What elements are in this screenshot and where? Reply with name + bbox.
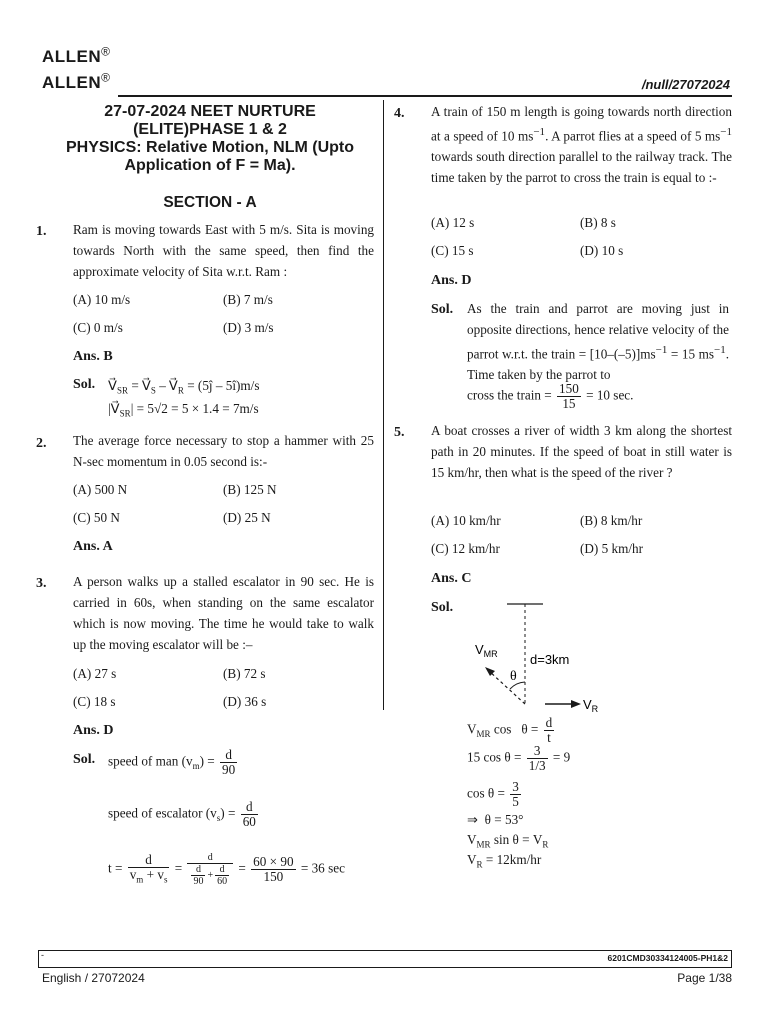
- header-reference: /null/27072024: [641, 77, 730, 92]
- page-title: 27-07-2024 NEET NURTURE (ELITE)PHASE 1 & 2 PHYSICS: Relative Motion, NLM (Upto Application of F = Ma).: [66, 103, 354, 174]
- option-d: (D) 3 m/s: [223, 320, 274, 335]
- solution-equation: $V_R = 12km/hr$: [467, 852, 542, 870]
- solution-label: Sol.: [431, 302, 454, 317]
- answer: Ans. C: [431, 571, 472, 586]
- option-a: (A) 10 m/s: [73, 292, 131, 307]
- solution-equation: speed of escalator $(v_s)$ = $\frac{d}{60}$: [108, 799, 256, 829]
- answer: Ans. B: [73, 349, 113, 364]
- river-crossing-diagram: [455, 596, 615, 718]
- option-c: (C) 15 s: [431, 243, 474, 258]
- vr-arrow-head: [571, 700, 581, 708]
- footer-dash: -: [41, 950, 44, 960]
- page-number: Page 1/38: [677, 971, 732, 985]
- question-number: 1.: [36, 224, 47, 239]
- column-divider: [383, 100, 384, 710]
- question-number: 3.: [36, 576, 47, 591]
- question-text: A person walks up a stalled escalator in 90 sec. He is carried in 60s, when standing on the same escalator which is now moving. The time he would take to walk up the moving escalator will be :–: [73, 574, 374, 652]
- option-b: (B) 8 s: [580, 215, 616, 230]
- vmr-label: $V_{MR}$: [475, 642, 498, 659]
- solution-equation: $V_{MR}$ $\sin \theta = V_R$: [467, 832, 549, 850]
- solution-label: Sol.: [73, 377, 96, 392]
- footer-code: 6201CMD30334124005-PH1&2: [607, 953, 728, 963]
- option-b: (B) 7 m/s: [223, 292, 273, 307]
- answer: Ans. D: [73, 723, 114, 738]
- question-text: A train of 150 m length is going towards north direction at a speed of 10 $ms^{-1}$. A parrot flies at a speed of 5 $ms^{-1}$ towards south direction parallel to the railway track. The time taken by the parrot to cross the train is equal to :-: [431, 104, 732, 186]
- option-d: (D) 5 km/hr: [580, 541, 643, 556]
- option-d: (D) 25 N: [223, 510, 271, 525]
- option-c: (C) 18 s: [73, 694, 116, 709]
- option-b: (B) 125 N: [223, 482, 277, 497]
- solution-equation: t = $\frac{d}{v_m + v_s}$ = d $\frac{d}{90}$ + $\frac{d}{60}$ = $\frac{60 \times 90}{150}$ = 36 sec: [108, 851, 345, 887]
- solution-equation: speed of man $(v_m)$ = $\frac{d}{90}$: [108, 747, 236, 777]
- width-label: d=3km: [530, 652, 570, 667]
- option-a: (A) 27 s: [73, 666, 117, 681]
- section-heading: SECTION - A: [163, 194, 257, 211]
- option-d: (D) 36 s: [223, 694, 267, 709]
- question-number: 4.: [394, 106, 405, 121]
- solution-label: Sol.: [431, 600, 454, 615]
- option-d: (D) 10 s: [580, 243, 624, 258]
- solution-equation: $|V⃗_{SR}| = 5√2 = 5 \times 1.4 = 7m/s$: [108, 401, 259, 419]
- answer: Ans. A: [73, 539, 113, 554]
- question-text: Ram is moving towards East with 5 m/s. Sita is moving towards North with the same speed, then find the approximate velocity of Sita w.r.t. Ram :: [73, 222, 374, 279]
- solution-text: As the train and parrot are moving just in opposite directions, hence relative velocity of the parrot w.r.t. the train = $[10-(-5)]ms^{-1} = 15$ $ms^{-1}$. Time taken by the parrot to: [467, 301, 730, 383]
- solution-equation: cos θ = $\frac{3}{5}$: [467, 779, 519, 809]
- option-b: (B) 72 s: [223, 666, 266, 681]
- answer: Ans. D: [431, 273, 472, 288]
- solution-equation: $V⃗_{SR}$ = $V⃗_S$ – $V⃗_R$ = (5ĵ – 5î)m/s: [108, 378, 260, 396]
- question-text: The average force necessary to stop a hammer with 25 N-sec momentum in 0.05 second is:-: [73, 433, 374, 469]
- allen-logo: ALLEN®: [42, 44, 111, 66]
- option-b: (B) 8 km/hr: [580, 513, 643, 528]
- footer-language-date: English / 27072024: [42, 971, 145, 985]
- solution-equation: 15 cos θ = $\frac{3}{1/3}$ = 9: [467, 743, 571, 773]
- vr-label: $V_R$: [583, 697, 599, 714]
- solution-equation: ⇒ θ = 53°: [467, 812, 524, 827]
- option-c: (C) 12 km/hr: [431, 541, 500, 556]
- theta-label: θ: [510, 669, 517, 684]
- solution-equation: $V_{MR}$ cos θ = $\frac{d}{t}$: [467, 715, 553, 745]
- header-rule: [118, 95, 732, 97]
- question-number: 2.: [36, 436, 47, 451]
- option-a: (A) 10 km/hr: [431, 513, 501, 528]
- solution-label: Sol.: [73, 752, 96, 767]
- option-a: (A) 500 N: [73, 482, 128, 497]
- allen-logo-secondary: ALLEN®: [42, 70, 111, 92]
- option-c: (C) 50 N: [73, 510, 120, 525]
- option-c: (C) 0 m/s: [73, 320, 123, 335]
- option-a: (A) 12 s: [431, 215, 475, 230]
- vmr-arrow-line: [489, 671, 525, 704]
- question-number: 5.: [394, 425, 405, 440]
- solution-equation: cross the train = $\frac{150}{15}$ = 10 sec.: [467, 381, 634, 411]
- question-text: A boat crosses a river of width 3 km along the shortest path in 20 minutes. If the speed of boat in still water is 15 km/hr, then what is the speed of the river ?: [431, 423, 732, 480]
